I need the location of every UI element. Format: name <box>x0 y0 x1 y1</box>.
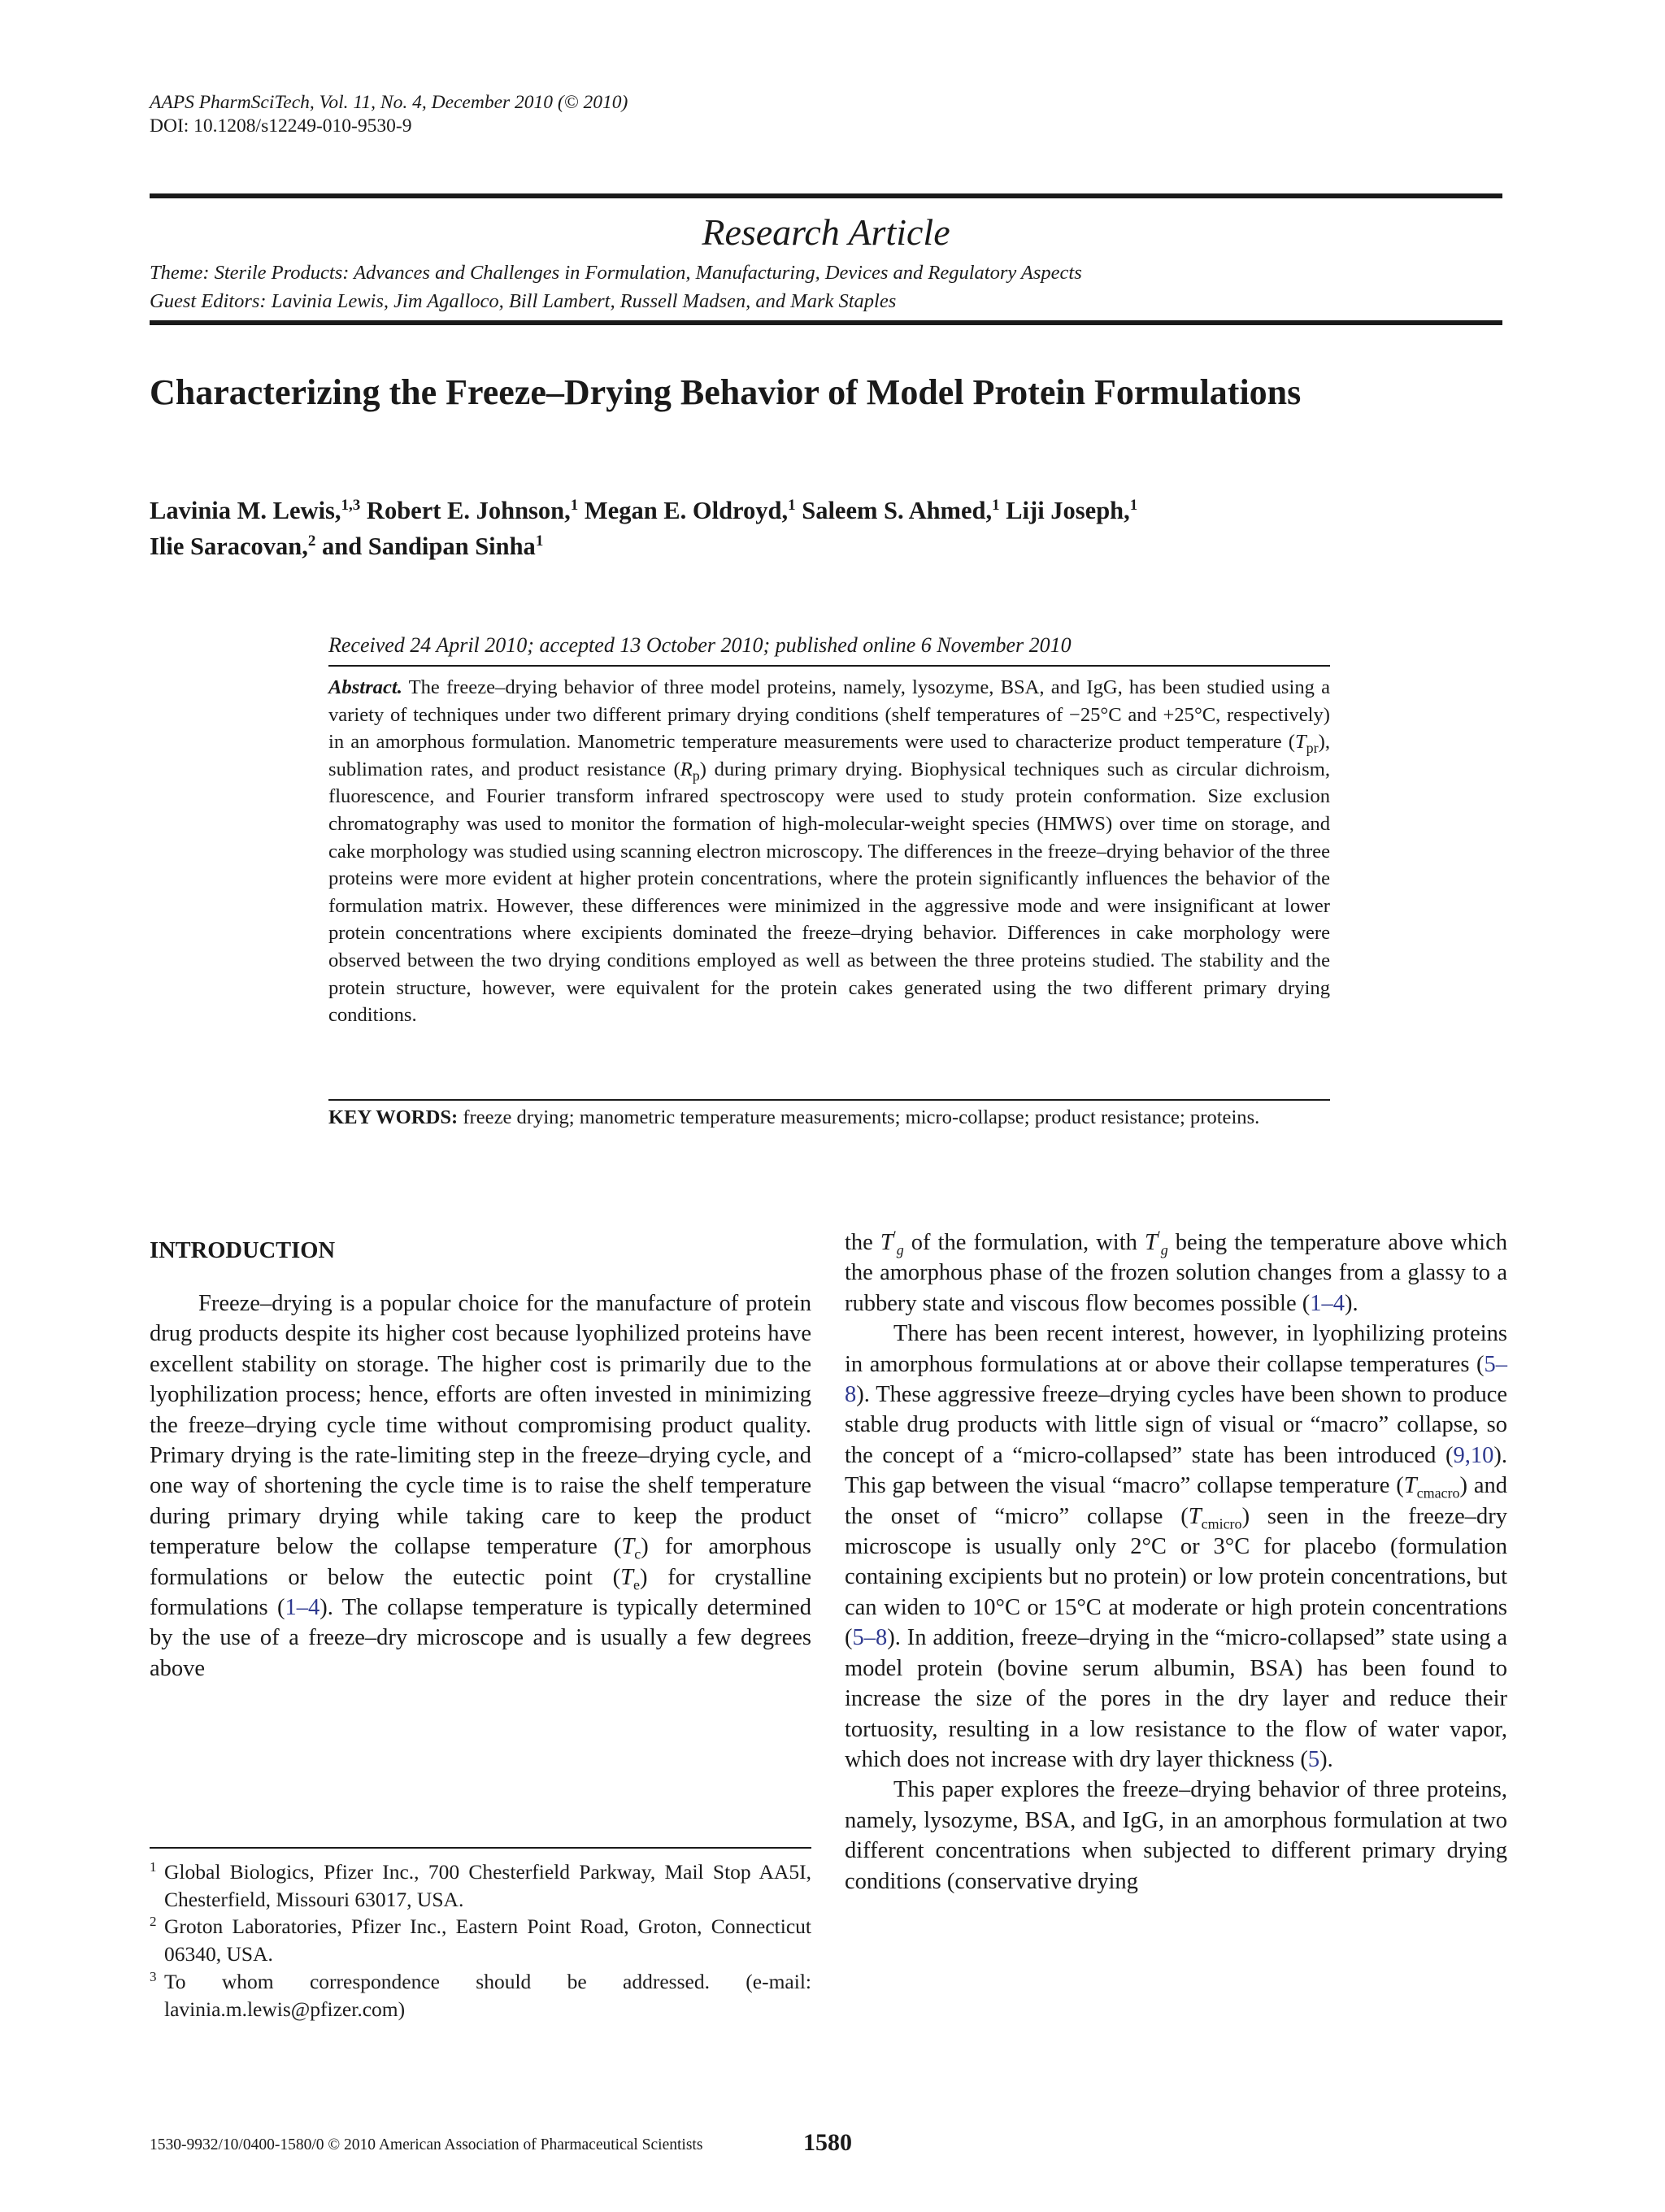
abstract-rule <box>328 665 1330 667</box>
section-heading-introduction: INTRODUCTION <box>150 1238 336 1263</box>
article-title: Characterizing the Freeze–Drying Behavior of Model Protein Formulations <box>150 372 1302 412</box>
theme-line: Theme: Sterile Products: Advances and Challenges in Formulation, Manufacturing, Devices and Regulatory Aspects <box>150 262 1082 284</box>
doi[interactable]: DOI: 10.1208/s12249-010-9530-9 <box>150 115 412 137</box>
reference-link[interactable]: 1–4 <box>285 1595 320 1621</box>
body-column-right <box>845 1228 1507 1897</box>
keywords-rule <box>328 1099 1330 1101</box>
footnote: 3 To whom correspondence should be addressed. (e-mail: lavinia.m.lewis@pfizer.com) <box>150 1968 811 2021</box>
author: Ilie Saracovan,$^2$ <box>150 532 316 560</box>
footnote: 2 Groton Laboratories, Pfizer Inc., Eastern Point Road, Groton, Connecticut 06340, USA. <box>150 1914 811 1966</box>
journal-header <box>150 91 628 138</box>
author: and Sandipan Sinha$^1$ <box>321 532 544 560</box>
author: Robert E. Johnson,$^1$ <box>366 496 579 524</box>
journal-citation: AAPS PharmSciTech, Vol. 11, No. 4, December 2010 (© 2010) <box>150 92 628 113</box>
page-number: 1580 <box>803 2129 852 2156</box>
body-column-left <box>150 1289 811 1684</box>
paragraph: There has been recent interest, however, in lyophilizing proteins in amorphous formulations at or above their collapse temperatures (5–8). These aggressive freeze–drying cycles have been shown to produce stable drug products with little sign of visual or “macro” collapse, so the concept of a “micro-collapsed” state has been introduced (9,10). This gap between the visual “macro” collapse temperature $(T_{cmacro})$ and the onset of “micro” collapse $(T_{cmicro})$ seen in the freeze–dry microscope is usually only 2°C or 3°C for placebo (formulation containing excipients but no protein) or low protein concentrations, but can widen to 10°C or 15°C at moderate or high protein concentrations (5–8). In addition, freeze–drying in the “micro-collapsed” state using a model protein (bovine serum albumin, BSA) has been found to increase the size of the pores in the dry layer and reduce their tortuosity, resulting in a low resistance to the flow of water vapor, which does not increase with dry layer thickness (5). <box>845 1321 1508 1772</box>
reference-link[interactable]: 5–8 <box>852 1625 888 1651</box>
keywords-label: KEY WORDS: <box>328 1106 459 1128</box>
received-dates: Received 24 April 2010; accepted 13 October 2010; published online 6 November 2010 <box>328 633 1072 657</box>
author: Liji Joseph,$^1$ <box>1006 496 1138 524</box>
header-bottom-rule <box>150 320 1502 325</box>
author-list <box>150 493 1369 564</box>
guest-editors-line: Guest Editors: Lavinia Lewis, Jim Agalloco, Bill Lambert, Russell Madsen, and Mark Staples <box>150 290 897 312</box>
keywords <box>328 1104 1330 1132</box>
paragraph: This paper explores the freeze–drying behavior of three proteins, namely, lysozyme, BSA, and IgG, in an amorphous formulation at two different concentrations when subjected to different primary drying conditions (conservative drying <box>845 1777 1507 1894</box>
top-rule <box>150 193 1502 198</box>
article-type: Research Article <box>702 211 950 253</box>
reference-link[interactable]: 1–4 <box>1310 1290 1345 1316</box>
author: Saleem S. Ahmed,$^1$ <box>802 496 1000 524</box>
footnote: 1 Global Biologics, Pfizer Inc., 700 Chesterfield Parkway, Mail Stop AA5I, Chesterfield, Missouri 63017, USA. <box>150 1859 811 1911</box>
reference-link[interactable]: 9,10 <box>1453 1442 1494 1468</box>
reference-link[interactable]: 5–8 <box>845 1351 1507 1408</box>
footnotes <box>150 1858 811 2023</box>
paragraph: Freeze–drying is a popular choice for the manufacture of protein drug products despite its higher cost because lyophilized proteins have excellent stability on storage. The higher cost is primarily due to the lyophilization process; hence, efforts are often invested in minimizing the freeze–drying cycle time without compromising product quality. Primary drying is the rate-limiting step in the freeze–drying cycle, and one way of shortening the cycle time is to raise the shelf temperature during primary drying while taking care to keep the product temperature below the collapse temperature $(T_c)$ for amorphous formulations or below the eutectic point $(T_e)$ for crystalline formulations (1–4). The collapse temperature is typically determined by the use of a freeze–dry microscope and is usually a few degrees above <box>150 1291 811 1681</box>
abstract: Abstract. The freeze–drying behavior of three model proteins, namely, lysozyme, BSA, and IgG, has been studied using a variety of techniques under two different primary drying conditions (shelf temperatures of −25°C and +25°C, respectively) in an amorphous formulation. Manometric temperature measurements were used to characterize product temperature $(T_{pr})$, sublimation rates, and product resistance $(R_p)$ during primary drying. Biophysical techniques such as circular dichroism, fluorescence, and Fourier transform infrared spectroscopy were used to study protein conformation. Size exclusion chromatography was used to monitor the formation of high-molecular-weight species (HMWS) over time on storage, and cake morphology was studied using scanning electron microscopy. The differences in the freeze–drying behavior of the three proteins were more evident at higher protein concentrations, where the protein significantly influences the behavior of the formulation matrix. However, these differences were minimized in the aggressive mode and were insignificant at lower protein concentrations where excipients dominated the freeze–drying behavior. Differences in cake morphology were observed between the two drying conditions employed as well as between the three proteins studied. The stability and the protein structure, however, were equivalent for the protein cakes generated using the two different primary drying conditions. <box>328 676 1330 1027</box>
copyright-footer: 1530-9932/10/0400-1580/0 © 2010 American Association of Pharmaceutical Scientists <box>150 2136 703 2153</box>
author: Lavinia M. Lewis,$^{1,3}$ <box>150 496 361 524</box>
reference-link[interactable]: 5 <box>1307 1746 1320 1772</box>
keywords-text: freeze drying; manometric temperature measurements; micro-collapse; product resistance; proteins. <box>463 1106 1260 1128</box>
paragraph: the $T'_g$ of the formulation, with $T'_g$ being the temperature above which the amorphous phase of the frozen solution changes from a glassy to a rubbery state and viscous flow becomes possible (1–4). <box>845 1228 1507 1316</box>
author: Megan E. Oldroyd,$^1$ <box>584 496 796 524</box>
abstract-label: Abstract. <box>328 676 402 698</box>
theme-block <box>150 259 1082 315</box>
footnote-rule <box>150 1847 811 1849</box>
